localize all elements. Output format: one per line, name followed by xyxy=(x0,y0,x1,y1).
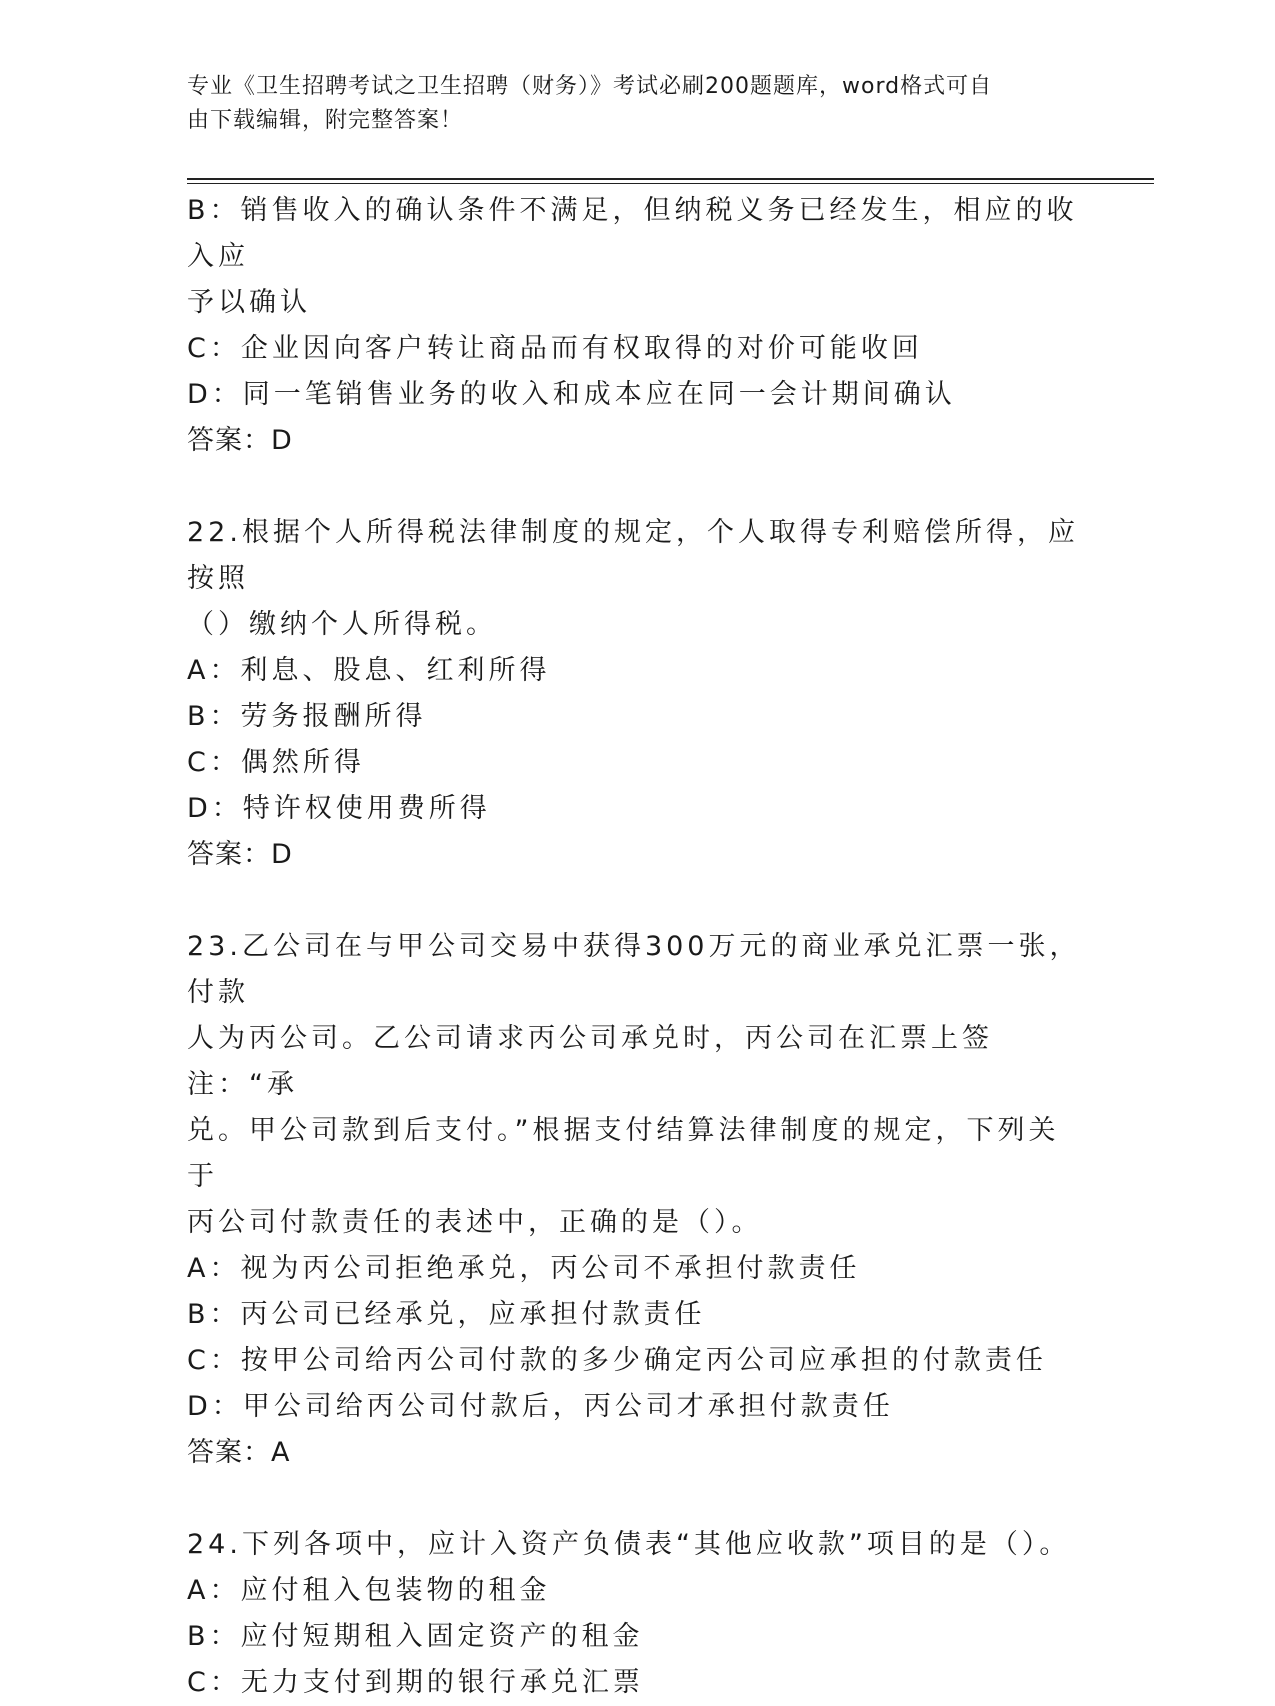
question-content xyxy=(187,188,1087,1706)
option-line: B：劳务报酬所得 xyxy=(187,701,427,732)
option-line: D：同一笔销售业务的收入和成本应在同一会计期间确认 xyxy=(187,379,956,410)
option-line: C：无力支付到期的银行承兑汇票 xyxy=(187,1667,644,1698)
block-spacer xyxy=(187,464,1087,510)
question-stem-line: 22.根据个人所得税法律制度的规定，个人取得专利赔偿所得，应按照 xyxy=(187,517,1079,594)
question-block xyxy=(187,510,1087,878)
option-line: D：甲公司给丙公司付款后，丙公司才承担付款责任 xyxy=(187,1391,894,1422)
header-title-line-2: 由下载编辑，附完整答案！ xyxy=(187,108,464,133)
header-title-line-1: 专业《卫生招聘考试之卫生招聘（财务）》考试必刷200题题库，word格式可自 xyxy=(187,74,993,99)
header-divider-thin xyxy=(187,183,1154,184)
option-line: B：销售收入的确认条件不满足，但纳税义务已经发生，相应的收入应 xyxy=(187,195,1078,272)
question-stem-line: （）缴纳个人所得税。 xyxy=(187,609,497,640)
question-stem-line: 兑。甲公司款到后支付。”根据支付结算法律制度的规定，下列关于 xyxy=(187,1115,1060,1192)
question-block xyxy=(187,188,1087,464)
page-header xyxy=(187,70,1087,138)
answer-line: 答案：D xyxy=(187,425,293,456)
block-spacer xyxy=(187,1476,1087,1522)
question-stem-line: 23.乙公司在与甲公司交易中获得300万元的商业承兑汇票一张，付款 xyxy=(187,931,1081,1008)
option-line: D：特许权使用费所得 xyxy=(187,793,491,824)
question-block xyxy=(187,924,1087,1476)
answer-line: 答案：A xyxy=(187,1437,291,1468)
option-line: B：丙公司已经承兑，应承担付款责任 xyxy=(187,1299,706,1330)
option-line: 予以确认 xyxy=(187,287,311,318)
header-divider-thick xyxy=(187,178,1154,180)
option-line: C：企业因向客户转让商品而有权取得的对价可能收回 xyxy=(187,333,923,364)
option-line: C：偶然所得 xyxy=(187,747,365,778)
question-stem-line: 丙公司付款责任的表述中，正确的是（）。 xyxy=(187,1207,763,1238)
question-block xyxy=(187,1522,1087,1706)
block-spacer xyxy=(187,878,1087,924)
question-stem-line: 24.下列各项中，应计入资产负债表“其他应收款”项目的是（）。 xyxy=(187,1529,1071,1560)
option-line: C：按甲公司给丙公司付款的多少确定丙公司应承担的付款责任 xyxy=(187,1345,1047,1376)
option-line: A：利息、股息、红利所得 xyxy=(187,655,551,686)
option-line: B：应付短期租入固定资产的租金 xyxy=(187,1621,644,1652)
answer-line: 答案：D xyxy=(187,839,293,870)
option-line: A：应付租入包装物的租金 xyxy=(187,1575,551,1606)
option-line: A：视为丙公司拒绝承兑，丙公司不承担付款责任 xyxy=(187,1253,861,1284)
question-stem-line: 人为丙公司。乙公司请求丙公司承兑时，丙公司在汇票上签注：“承 xyxy=(187,1023,993,1100)
